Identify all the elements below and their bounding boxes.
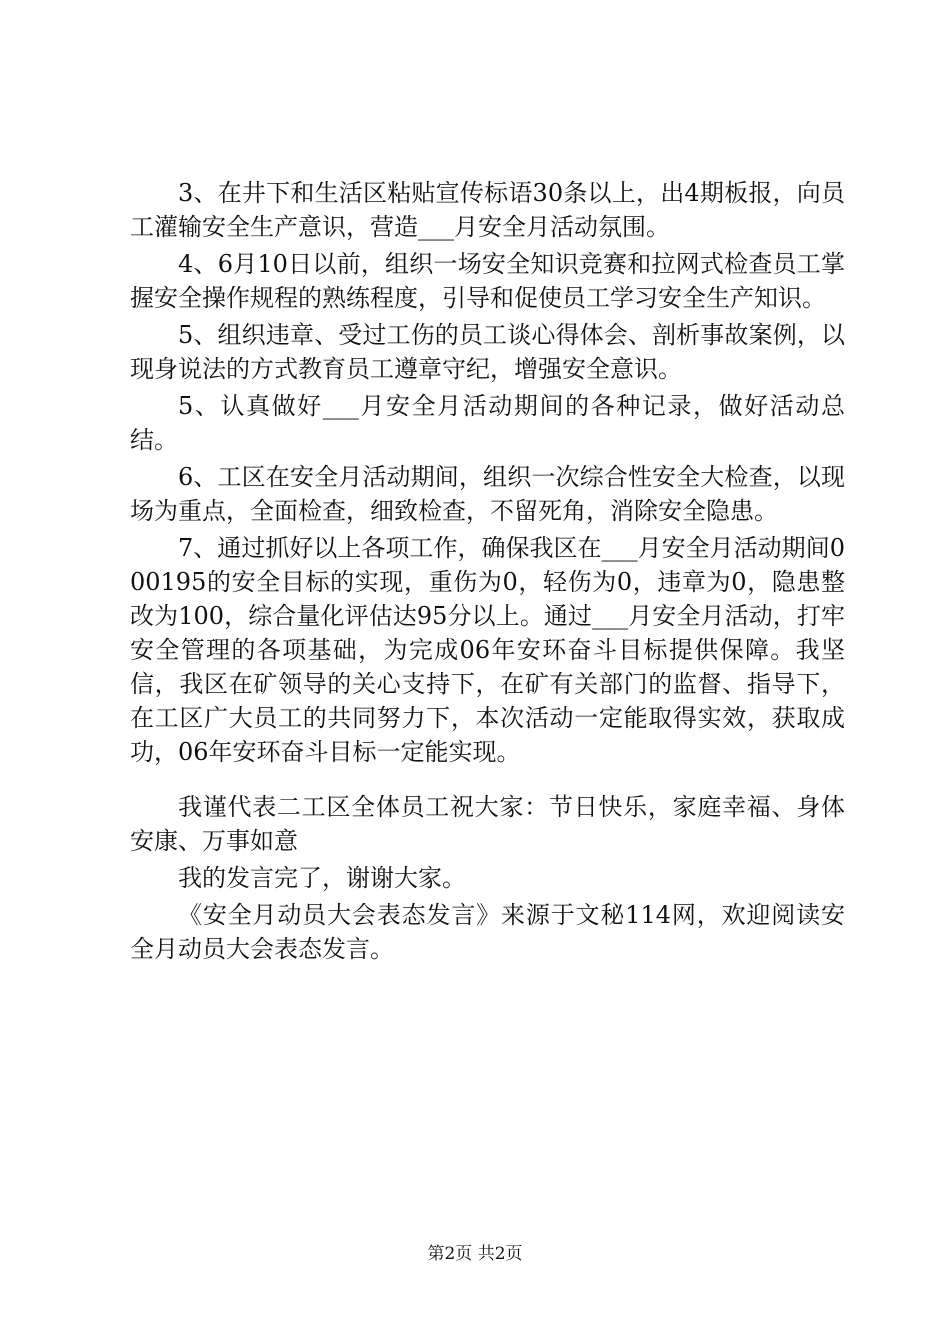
paragraph-item-3: 3、在井下和生活区粘贴宣传标语30条以上，出4期板报，向员工灌输安全生产意识，营造___月安全月活动氛围。 [130,179,845,241]
paragraph-item-7: 7、通过抓好以上各项工作，确保我区在___月安全月活动期间000195的安全目标的实现，重伤为0，轻伤为0，违章为0，隐患整改为100，综合量化评估达95分以上。通过___月安全月活动，打牢安全管理的各项基础，为完成06年安环奋斗目标提供保障。我坚信，我区在矿领导的关心支持下，在矿有关部门的监督、指导下，在工区广大员工的共同努力下，本次活动一定能取得实效，获取成功，06年安环奋斗目标一定能实现。 [130,534,845,766]
paragraph-spacer [130,772,845,790]
paragraph-item-6: 6、工区在安全月活动期间，组织一次综合性安全大检查，以现场为重点，全面检查，细致检查，不留死角，消除安全隐患。 [130,463,845,525]
closing-thanks: 我的发言完了，谢谢大家。 [178,864,466,892]
paragraph-item-5b: 5、认真做好___月安全月活动期间的各种记录，做好活动总结。 [130,392,845,454]
document-body [130,176,845,969]
page-number: 第2页 共2页 [427,1244,523,1264]
paragraph-item-4: 4、6月10日以前，组织一场安全知识竞赛和拉网式检查员工掌握安全操作规程的熟练程度，引导和促使员工学习安全生产知识。 [130,250,845,312]
paragraph-item-5a: 5、组织违章、受过工伤的员工谈心得体会、剖析事故案例，以现身说法的方式教育员工遵章守纪，增强安全意识。 [130,321,845,383]
closing-wishes: 我谨代表二工区全体员工祝大家：节日快乐，家庭幸福、身体安康、万事如意 [130,793,845,855]
source-note: 《安全月动员大会表态发言》来源于文秘114网，欢迎阅读安全月动员大会表态发言。 [130,901,845,963]
